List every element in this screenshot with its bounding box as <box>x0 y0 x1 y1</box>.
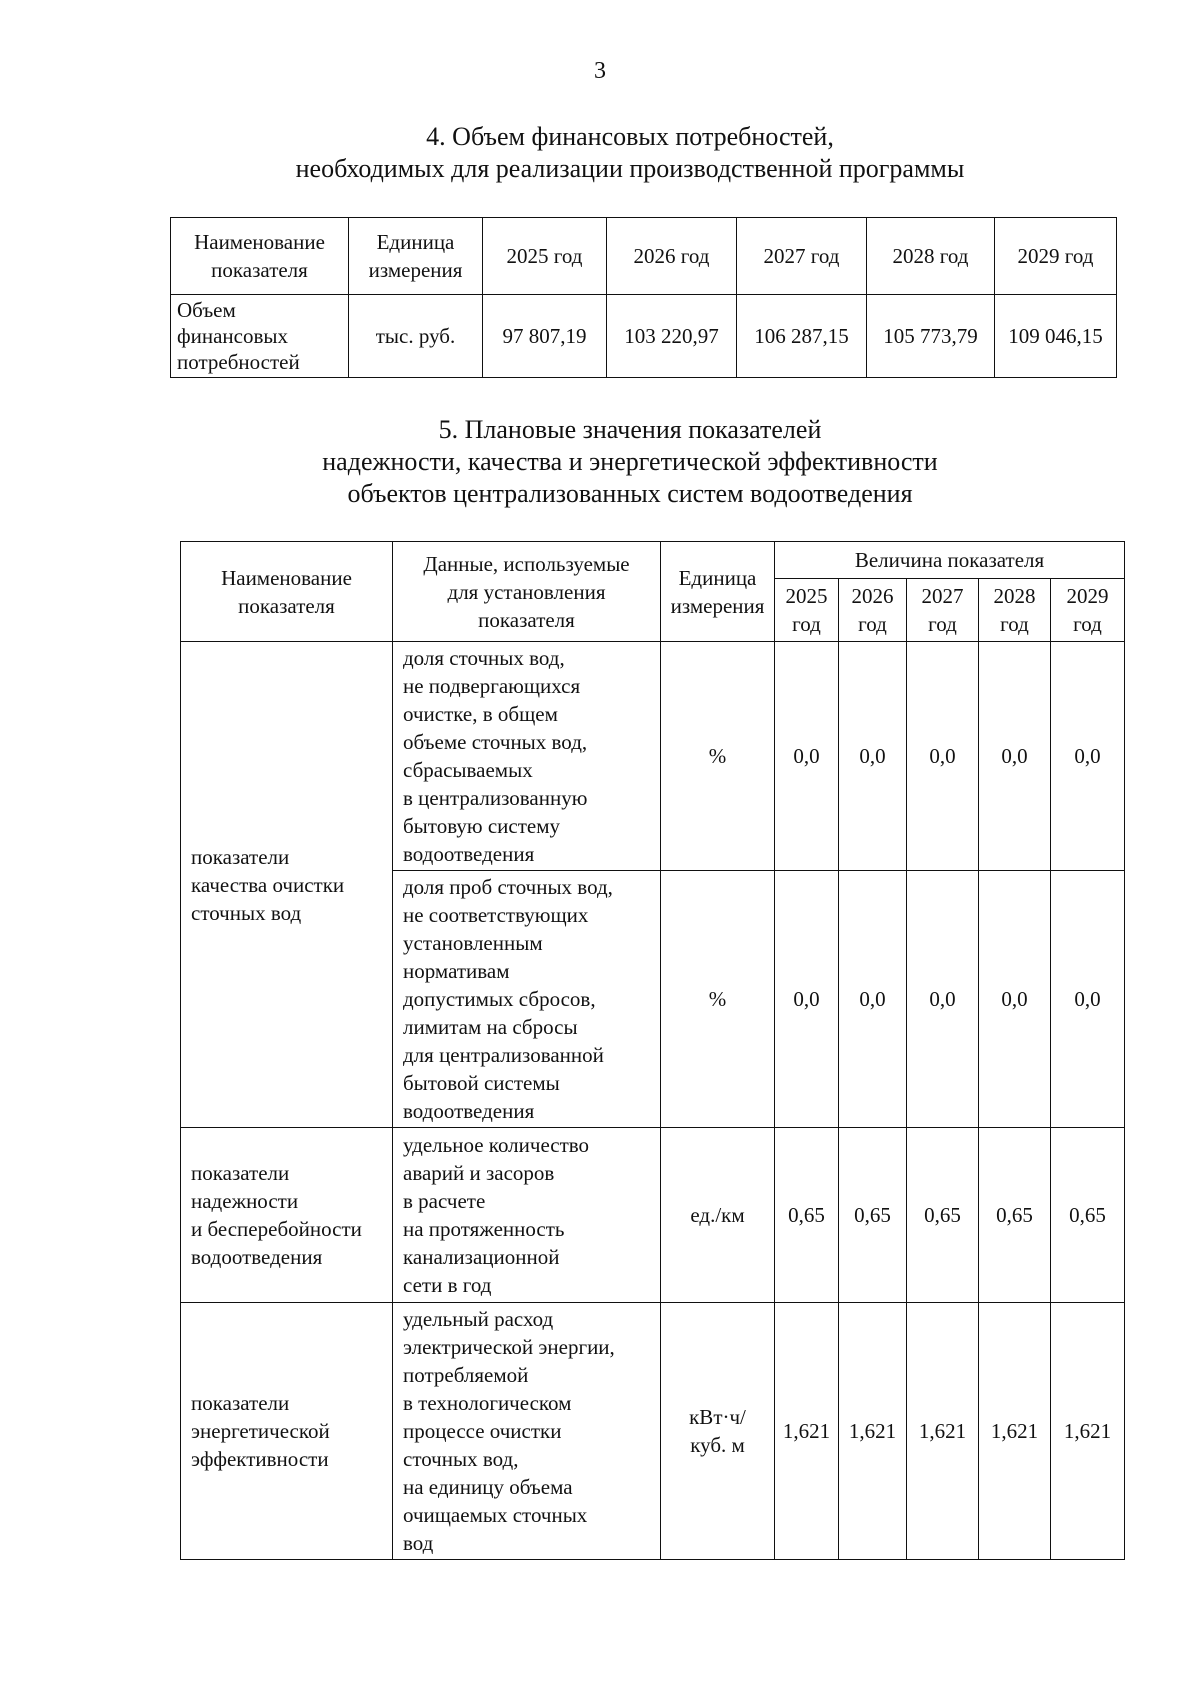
data-text: не подвергающихся <box>403 674 581 698</box>
data-text: очистке, в общем <box>403 702 558 726</box>
value-cell: 0,0 <box>979 871 1051 1128</box>
header-text: год <box>1073 612 1102 636</box>
data-text: бытовую систему <box>403 814 560 838</box>
data-cell <box>393 1303 661 1560</box>
data-text: на протяженность <box>403 1217 565 1241</box>
table-header-row <box>181 542 1125 579</box>
page-number: 3 <box>594 58 606 84</box>
group-text: сточных вод <box>191 900 302 925</box>
data-text: в технологическом <box>403 1391 572 1415</box>
header-text: год <box>792 612 821 636</box>
header-text: Единица <box>678 565 757 590</box>
data-cell <box>393 871 661 1128</box>
group-cell <box>181 1128 393 1303</box>
group-text: качества очистки <box>191 872 345 897</box>
header-year-cell: 2025 год <box>483 218 607 295</box>
data-text: сети в год <box>403 1273 492 1297</box>
value-cell: 103 220,97 <box>607 295 737 378</box>
header-value-group: Величина показателя <box>775 542 1125 579</box>
data-text: водоотведения <box>403 1099 535 1123</box>
row-unit-cell: тыс. руб. <box>349 295 483 378</box>
group-text: водоотведения <box>191 1245 323 1269</box>
data-text: в централизованную <box>403 786 588 810</box>
header-year-cell <box>775 579 839 642</box>
header-text: показателя <box>238 593 335 618</box>
value-cell: 105 773,79 <box>867 295 995 378</box>
header-text: год <box>858 612 887 636</box>
data-text: нормативам <box>403 959 510 983</box>
value-cell: 0,0 <box>979 642 1051 871</box>
header-text: показателя <box>478 607 575 632</box>
value-cell: 0,65 <box>979 1128 1051 1303</box>
unit-cell: ед./км <box>661 1128 775 1303</box>
header-text: Данные, используемые <box>423 551 630 576</box>
unit-text: куб. м <box>690 1433 745 1457</box>
value-cell: 1,621 <box>839 1303 907 1560</box>
data-text: не соответствующих <box>403 903 589 927</box>
data-text: бытовой системы <box>403 1071 560 1095</box>
title-line: надежности, качества и энергетической эффективности <box>322 447 938 476</box>
header-text: измерения <box>670 593 765 618</box>
header-text: 2027 <box>921 584 964 608</box>
header-year-cell: 2028 год <box>867 218 995 295</box>
header-text: Наименование <box>221 565 352 590</box>
group-cell <box>181 642 393 1128</box>
header-unit-cell <box>661 542 775 642</box>
header-year-cell <box>1051 579 1125 642</box>
row-text: Объем <box>177 298 236 322</box>
value-cell: 0,0 <box>907 871 979 1128</box>
indicators-table <box>180 541 1125 1560</box>
row-name-cell <box>171 295 349 378</box>
value-cell: 0,0 <box>1051 642 1125 871</box>
group-text: и бесперебойности <box>191 1217 362 1241</box>
header-text: год <box>928 612 957 636</box>
header-text: Единица <box>376 230 455 254</box>
value-cell: 1,621 <box>907 1303 979 1560</box>
financial-needs-table <box>170 217 1117 378</box>
header-name-cell <box>171 218 349 295</box>
row-text: потребностей <box>177 350 300 374</box>
data-text: канализационной <box>403 1245 560 1269</box>
value-cell: 0,65 <box>775 1128 839 1303</box>
table-row <box>181 1128 1125 1303</box>
data-text: аварий и засоров <box>403 1161 555 1185</box>
data-text: доля проб сточных вод, <box>403 875 613 899</box>
table-header-row <box>171 218 1117 295</box>
value-cell: 0,65 <box>1051 1128 1125 1303</box>
group-text: показатели <box>191 844 290 869</box>
value-cell: 109 046,15 <box>995 295 1117 378</box>
data-text: электрической энергии, <box>403 1335 615 1359</box>
title-line: 5. Плановые значения показателей <box>438 415 822 444</box>
data-text: сбрасываемых <box>403 758 533 782</box>
group-cell <box>181 1303 393 1560</box>
header-text: год <box>1000 612 1029 636</box>
header-text: 2029 <box>1066 584 1109 608</box>
value-cell: 1,621 <box>775 1303 839 1560</box>
data-text: объеме сточных вод, <box>403 730 588 754</box>
group-text: энергетической <box>191 1419 330 1443</box>
value-cell: 0,0 <box>907 642 979 871</box>
section-5-title <box>30 414 1200 510</box>
data-text: допустимых сбросов, <box>403 987 596 1011</box>
group-text: эффективности <box>191 1447 329 1471</box>
header-year-cell: 2027 год <box>737 218 867 295</box>
data-text: вод <box>403 1531 434 1555</box>
data-text: в расчете <box>403 1189 486 1213</box>
data-text: лимитам на сбросы <box>403 1015 578 1039</box>
header-unit-cell <box>349 218 483 295</box>
unit-text: кВт·ч/ <box>689 1405 746 1429</box>
data-text: потребляемой <box>403 1363 529 1387</box>
header-name-cell <box>181 542 393 642</box>
unit-cell <box>661 1303 775 1560</box>
data-cell <box>393 642 661 871</box>
header-text: Наименование <box>194 230 325 254</box>
value-cell: 0,0 <box>1051 871 1125 1128</box>
data-text: удельный расход <box>403 1307 554 1331</box>
header-text: 2025 <box>785 584 828 608</box>
header-year-cell <box>979 579 1051 642</box>
title-line: необходимых для реализации производственной программы <box>295 154 965 183</box>
title-line: объектов централизованных систем водоотведения <box>347 479 913 508</box>
header-data-cell <box>393 542 661 642</box>
header-text: 2026 <box>851 584 894 608</box>
data-cell <box>393 1128 661 1303</box>
data-text: водоотведения <box>403 842 535 866</box>
data-text: для централизованной <box>403 1043 604 1067</box>
group-text: показатели <box>191 1161 290 1185</box>
data-text: процессе очистки <box>403 1419 562 1443</box>
data-text: очищаемых сточных <box>403 1503 588 1527</box>
value-cell: 1,621 <box>1051 1303 1125 1560</box>
value-cell: 0,0 <box>839 642 907 871</box>
title-line: 4. Объем финансовых потребностей, <box>426 122 834 151</box>
section-4-title <box>30 121 1200 185</box>
header-year-cell <box>907 579 979 642</box>
value-cell: 0,0 <box>839 871 907 1128</box>
unit-cell: % <box>661 642 775 871</box>
header-text: 2028 <box>993 584 1036 608</box>
group-text: надежности <box>191 1189 299 1213</box>
value-cell: 0,65 <box>839 1128 907 1303</box>
value-cell: 0,0 <box>775 871 839 1128</box>
group-text: показатели <box>191 1391 290 1415</box>
value-cell: 1,621 <box>979 1303 1051 1560</box>
header-text: показателя <box>211 258 308 282</box>
data-text: сточных вод, <box>403 1447 519 1471</box>
data-text: на единицу объема <box>403 1475 573 1499</box>
table-row <box>181 642 1125 871</box>
value-cell: 0,0 <box>775 642 839 871</box>
table-row <box>181 1303 1125 1560</box>
header-text: для установления <box>447 579 606 604</box>
header-text: измерения <box>368 258 463 282</box>
header-year-cell: 2029 год <box>995 218 1117 295</box>
unit-cell: % <box>661 871 775 1128</box>
data-text: удельное количество <box>403 1133 590 1157</box>
header-year-cell: 2026 год <box>607 218 737 295</box>
value-cell: 97 807,19 <box>483 295 607 378</box>
table-row <box>171 295 1117 378</box>
row-text: финансовых <box>177 324 288 348</box>
data-text: установленным <box>403 931 543 955</box>
header-year-cell <box>839 579 907 642</box>
value-cell: 0,65 <box>907 1128 979 1303</box>
data-text: доля сточных вод, <box>403 646 565 670</box>
value-cell: 106 287,15 <box>737 295 867 378</box>
